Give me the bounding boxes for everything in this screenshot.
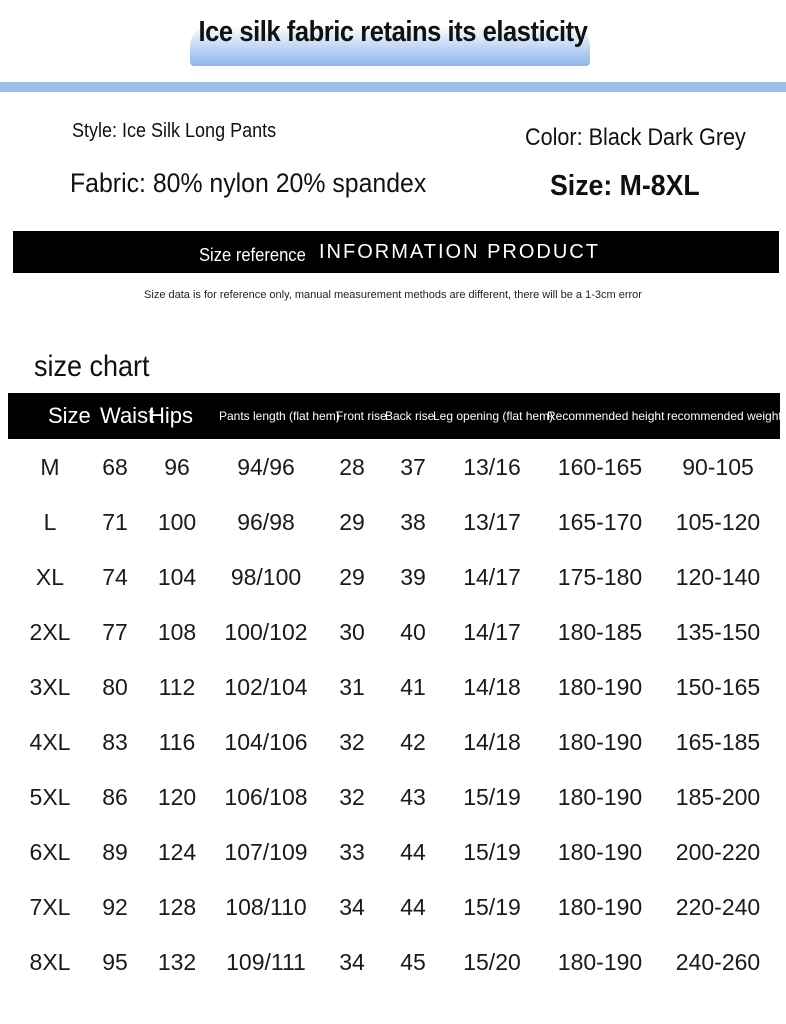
cell-recommended-weight: 240-260	[675, 949, 761, 975]
cell-back-rise: 42	[400, 729, 426, 755]
cell-recommended-height: 180-185	[557, 619, 643, 645]
cell-hips: 96	[164, 454, 190, 480]
cell-pants-length: 108/110	[225, 894, 307, 920]
cell-waist: 89	[102, 839, 128, 865]
cell-front-rise: 34	[339, 894, 365, 920]
cell-size: 3XL	[29, 674, 71, 700]
cell-hips: 116	[158, 729, 196, 755]
cell-pants-length: 104/106	[224, 729, 308, 755]
table-row	[0, 935, 786, 990]
cell-hips: 100	[157, 509, 197, 535]
cell-recommended-weight: 200-220	[675, 839, 761, 865]
header-recommended-height: Recommended height	[547, 409, 665, 423]
cell-size: M	[40, 454, 60, 480]
information-bar	[13, 231, 779, 273]
spec-style: Style: Ice Silk Long Pants	[72, 120, 277, 142]
cell-waist: 86	[102, 784, 128, 810]
spec-size: Size: M-8XL	[550, 170, 700, 202]
cell-leg-opening: 15/19	[463, 784, 521, 810]
cell-waist: 68	[102, 454, 128, 480]
header-hips: Hips	[149, 403, 194, 428]
cell-recommended-weight: 185-200	[675, 784, 761, 810]
table-row	[0, 880, 786, 935]
cell-leg-opening: 13/16	[463, 454, 521, 480]
header-size: Size	[48, 403, 91, 428]
cell-waist: 83	[102, 729, 128, 755]
cell-front-rise: 34	[339, 949, 365, 975]
cell-back-rise: 44	[400, 894, 426, 920]
cell-recommended-height: 180-190	[557, 674, 643, 700]
cell-back-rise: 41	[400, 674, 426, 700]
information-product-label: INFORMATION PRODUCT	[319, 241, 600, 263]
table-header	[8, 393, 780, 439]
cell-size: XL	[35, 564, 65, 590]
cell-leg-opening: 15/19	[463, 894, 521, 920]
cell-size: 6XL	[29, 839, 71, 865]
cell-leg-opening: 14/18	[463, 674, 521, 700]
table-row	[0, 770, 786, 825]
measurement-note: Size data is for reference only, manual measurement methods are different, there will be a 1-3cm error	[144, 289, 642, 301]
cell-leg-opening: 15/20	[463, 949, 521, 975]
cell-size: L	[43, 509, 57, 535]
cell-hips: 128	[157, 894, 197, 920]
cell-recommended-height: 180-190	[557, 839, 643, 865]
header-leg-opening: Leg opening (flat hem)	[433, 409, 554, 423]
cell-recommended-height: 175-180	[557, 564, 643, 590]
cell-recommended-height: 180-190	[557, 784, 643, 810]
cell-back-rise: 40	[400, 619, 426, 645]
spec-fabric: Fabric: 80% nylon 20% spandex	[70, 168, 427, 198]
cell-waist: 95	[102, 949, 128, 975]
cell-recommended-weight: 105-120	[675, 509, 761, 535]
cell-recommended-height: 180-190	[557, 949, 643, 975]
cell-back-rise: 44	[400, 839, 426, 865]
cell-back-rise: 38	[400, 509, 426, 535]
cell-recommended-weight: 220-240	[675, 894, 761, 920]
cell-front-rise: 32	[339, 729, 365, 755]
cell-hips: 132	[157, 949, 197, 975]
cell-waist: 92	[102, 894, 128, 920]
cell-pants-length: 98/100	[230, 564, 302, 590]
cell-pants-length: 107/109	[224, 839, 308, 865]
cell-leg-opening: 14/17	[463, 564, 521, 590]
table-row	[0, 660, 786, 715]
cell-recommended-height: 180-190	[557, 894, 643, 920]
cell-recommended-weight: 150-165	[675, 674, 761, 700]
cell-front-rise: 29	[339, 509, 365, 535]
cell-leg-opening: 13/17	[463, 509, 521, 535]
cell-hips: 120	[157, 784, 197, 810]
header-back-rise: Back rise	[385, 409, 435, 423]
cell-leg-opening: 14/18	[463, 729, 521, 755]
divider-line	[0, 82, 786, 92]
header-waist: Waist	[100, 403, 155, 428]
cell-back-rise: 45	[400, 949, 426, 975]
cell-hips: 112	[158, 674, 196, 700]
cell-waist: 77	[102, 619, 128, 645]
table-row	[0, 715, 786, 770]
cell-recommended-weight: 135-150	[675, 619, 761, 645]
cell-pants-length: 94/96	[237, 454, 295, 480]
banner-title: Ice silk fabric retains its elasticity	[198, 16, 588, 48]
cell-size: 5XL	[29, 784, 71, 810]
cell-recommended-weight: 120-140	[675, 564, 761, 590]
cell-recommended-weight: 90-105	[682, 454, 754, 480]
cell-recommended-height: 160-165	[557, 454, 643, 480]
cell-waist: 80	[102, 674, 128, 700]
cell-waist: 71	[102, 509, 128, 535]
cell-size: 8XL	[29, 949, 71, 975]
table-row	[0, 605, 786, 660]
cell-leg-opening: 14/17	[463, 619, 521, 645]
header-front-rise: Front rise	[336, 409, 387, 423]
cell-front-rise: 28	[339, 454, 365, 480]
cell-recommended-weight: 165-185	[675, 729, 761, 755]
header-recommended-weight: recommended weight	[667, 409, 782, 423]
cell-pants-length: 100/102	[224, 619, 308, 645]
cell-front-rise: 33	[339, 839, 365, 865]
cell-back-rise: 43	[400, 784, 426, 810]
cell-back-rise: 39	[400, 564, 426, 590]
size-chart-title: size chart	[34, 350, 150, 383]
cell-leg-opening: 15/19	[463, 839, 521, 865]
cell-back-rise: 37	[400, 454, 426, 480]
cell-pants-length: 109/111	[226, 949, 306, 975]
table-row	[0, 495, 786, 550]
table-row	[0, 825, 786, 880]
cell-size: 2XL	[29, 619, 71, 645]
table-row	[0, 440, 786, 495]
cell-size: 7XL	[29, 894, 71, 920]
cell-front-rise: 32	[339, 784, 365, 810]
cell-hips: 108	[157, 619, 197, 645]
size-reference-label: Size reference	[199, 245, 306, 265]
header-pants-length: Pants length (flat hem)	[219, 409, 340, 423]
spec-color: Color: Black Dark Grey	[525, 124, 746, 151]
cell-pants-length: 102/104	[224, 674, 308, 700]
table-row	[0, 550, 786, 605]
cell-size: 4XL	[29, 729, 71, 755]
cell-hips: 124	[157, 839, 197, 865]
cell-front-rise: 30	[339, 619, 365, 645]
cell-front-rise: 29	[339, 564, 365, 590]
cell-recommended-height: 180-190	[557, 729, 643, 755]
cell-pants-length: 96/98	[237, 509, 295, 535]
cell-pants-length: 106/108	[224, 784, 308, 810]
cell-recommended-height: 165-170	[557, 509, 643, 535]
cell-hips: 104	[157, 564, 197, 590]
cell-waist: 74	[102, 564, 128, 590]
cell-front-rise: 31	[339, 674, 365, 700]
